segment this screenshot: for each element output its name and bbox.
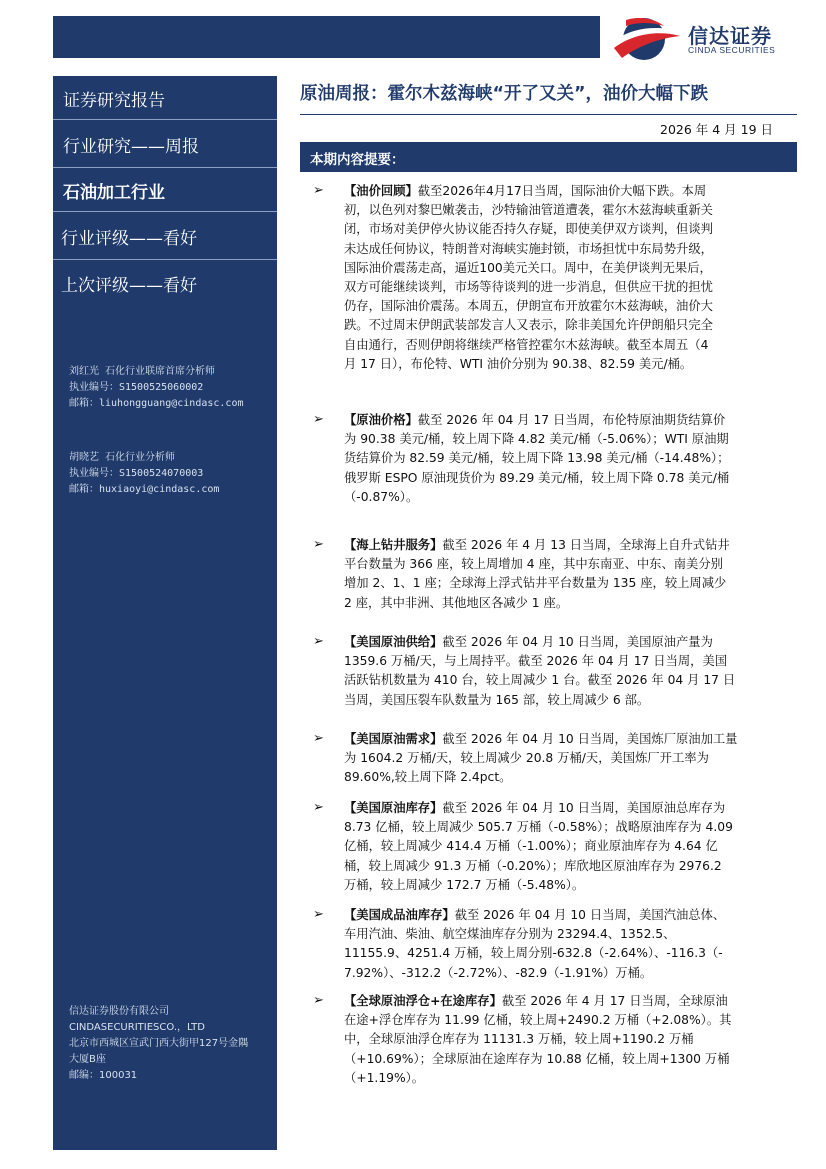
report-type	[53, 76, 277, 120]
summary-item-line: 截至 2026 年 04 月 10 日当周，美国炼厂原油加工量	[442, 732, 738, 746]
summary-item-line: 活跃钻机数量为 410 台，较上周减少 1 台。截至 2026 年 04 月 17 日	[344, 673, 736, 688]
report-type-label: 证券研究报告	[63, 91, 165, 111]
company-name-en: CINDASECURITIESCO.，LTD	[69, 1022, 205, 1033]
analyst-2-name: 胡晓艺 石化行业分析师	[69, 452, 176, 463]
summary-item-line: 桶，较上周减少 91.3 万桶（-0.20%）；库欣地区原油库存为 2976.2	[344, 858, 722, 873]
bullet-arrow-icon: ➢	[313, 183, 324, 198]
summary-item-line: 车用汽油、柴油、航空煤油库存分别为 23294.4、1352.5、	[344, 927, 676, 942]
bullet-arrow-icon: ➢	[313, 993, 324, 1008]
report-category	[53, 120, 277, 168]
company-address-2: 大厦B座	[69, 1054, 106, 1065]
summary-item-line: 7.92%）、-312.2（-2.72%）、-82.9（-1.91%）万桶。	[344, 965, 653, 980]
report-title: 原油周报：霍尔木兹海峡“开了又关”，油价大幅下跌	[300, 84, 709, 104]
summary-item-tag: 【全球原油浮仓+在途库存】	[344, 994, 502, 1008]
summary-item-line: 闭，市场对美伊停火协议能否持久存疑，即使美伊双方谈判，但谈判	[344, 222, 713, 237]
summary-item-text	[344, 633, 784, 710]
summary-item-line: 截至 2026 年 4 月 13 日当周，全球海上自升式钻井	[442, 538, 730, 552]
summary-item-line: 未达成任何协议，特朗普对海峡实施封锁，市场担忧中东局势升级，	[344, 241, 713, 256]
summary-item-line: 为 1604.2 万桶/天，较上周减少 20.8 万桶/天，美国炼厂开工率为	[344, 751, 709, 766]
summary-item-line: 1359.6 万桶/天，与上周持平。截至 2026 年 04 月 17 日当周，美国	[344, 654, 728, 669]
summary-item-line: 跌。不过周末伊朗武装部发言人又表示，除非美国允许伊朗船只完全	[344, 318, 713, 333]
brand-name-en: CINDA SECURITIES	[688, 45, 776, 55]
summary-item-line: 万桶，较上周减少 172.7 万桶（-5.48%）。	[344, 877, 585, 892]
summary-item-line: 截至 2026 年 04 月 10 日当周，美国原油总库存为	[442, 801, 726, 815]
summary-item-tag: 【美国原油库存】	[344, 801, 443, 815]
summary-item-line: 11155.9、4251.4 万桶，较上周分别-632.8（-2.64%）、-116.3（-	[344, 946, 723, 961]
header-bar	[53, 16, 600, 58]
summary-item-line: 2 座，其中非洲、其他地区各减少 1 座。	[344, 595, 569, 610]
summary-item-line: （+10.69%）；全球原油在途库存为 10.88 亿桶，较上周+1300 万桶	[344, 1051, 730, 1066]
summary-item-tag: 【油价回顾】	[344, 184, 418, 198]
summary-item-line: 在途+浮仓库存为 11.99 亿桶，较上周+2490.2 万桶（+2.08%）。其	[344, 1013, 732, 1028]
summary-item-line: （+1.19%）。	[344, 1070, 425, 1085]
previous-rating	[53, 260, 277, 306]
summary-item-text	[344, 906, 784, 983]
summary-item-tag: 【美国原油需求】	[344, 732, 443, 746]
industry	[53, 168, 277, 212]
summary-item-line: 89.60%,较上周下降 2.4pct。	[344, 770, 512, 785]
summary-item-line: 8.73 亿桶，较上周减少 505.7 万桶（-0.58%）；战略原油库存为 4.09	[344, 820, 733, 835]
summary-item-line: （-0.87%）。	[344, 489, 419, 504]
summary-header	[300, 142, 797, 172]
sidebar	[53, 76, 277, 1150]
summary-item-line: 双方可能继续谈判，市场等待谈判的进一步消息，但供应干扰的担忧	[344, 280, 713, 295]
summary-label: 本期内容提要：	[310, 152, 405, 168]
analyst-2-email: 邮箱：huxiaoyi@cindasc.com	[69, 484, 220, 495]
summary-item-line: 为 90.38 美元/桶，较上周下降 4.82 美元/桶（-5.06%）；WTI 原油期	[344, 432, 729, 447]
company-postcode: 邮编：100031	[69, 1070, 138, 1081]
company-name-cn: 信达证券股份有限公司	[69, 1006, 169, 1017]
summary-item-line: 自由通行，否则伊朗将继续严格管控霍尔木兹海峡。截至本周五（4	[344, 337, 709, 352]
summary-item-line: 俄罗斯 ESPO 原油现货价为 89.29 美元/桶，较上周下降 0.78 美元/桶	[344, 470, 730, 485]
industry-rating-label: 行业评级——看好	[61, 229, 197, 249]
report-date: 2026 年 4 月 19 日	[660, 122, 774, 137]
summary-item-text	[344, 992, 784, 1088]
summary-item-text	[344, 182, 784, 374]
bullet-arrow-icon: ➢	[313, 800, 324, 815]
analyst-2-license: 执业编号：S1500524070003	[69, 468, 204, 479]
summary-item-tag: 【原油价格】	[344, 413, 418, 427]
summary-item-line: 当周，美国压裂车队数量为 165 部，较上周减少 6 部。	[344, 692, 650, 707]
title-divider	[300, 114, 797, 115]
summary-item-line: 初，以色列对黎巴嫩袭击，沙特输油管道遭袭，霍尔木兹海峡重新关	[344, 203, 713, 218]
summary-item-line: 国际油价震荡走高，逼近100美元关口。周中，在美伊谈判无果后，	[344, 260, 712, 275]
summary-item-line: 截至2026年4月17日当周，国际油价大幅下跌。本周	[417, 184, 707, 198]
summary-item-text	[344, 411, 784, 507]
bullet-arrow-icon: ➢	[313, 634, 324, 649]
bullet-arrow-icon: ➢	[313, 412, 324, 427]
summary-item-line: 亿桶，较上周减少 414.4 万桶（-1.00%）；商业原油库存为 4.64 亿	[344, 839, 718, 854]
summary-item-tag: 【美国原油供给】	[344, 635, 443, 649]
summary-item-line: 平台数量为 366 座，较上周增加 4 座，其中东南亚、中东、南美分别	[344, 557, 723, 572]
bullet-arrow-icon: ➢	[313, 537, 324, 552]
summary-item-line: 截至 2026 年 04 月 17 日当周，布伦特原油期货结算价	[417, 413, 726, 427]
summary-item-tag: 【美国成品油库存】	[344, 908, 455, 922]
summary-item-line: 截至 2026 年 04 月 10 日当周，美国汽油总体、	[454, 908, 726, 922]
analyst-2	[69, 450, 219, 498]
summary-item-line: 中，全球原油浮仓库存为 11131.3 万桶，较上周+1190.2 万桶	[344, 1032, 694, 1047]
industry-rating	[53, 212, 277, 260]
summary-item-line: 截至 2026 年 04 月 10 日当周，美国原油产量为	[442, 635, 713, 649]
summary-item-line: 增加 2、1、1 座；全球海上浮式钻井平台数量为 135 座，较上周减少	[344, 576, 727, 591]
analyst-1-license: 执业编号：S1500525060002	[69, 382, 204, 393]
summary-item-line: 仍存，国际油价震荡。本周五，伊朗宣布开放霍尔木兹海峡，油价大	[344, 299, 713, 314]
bullet-arrow-icon: ➢	[313, 907, 324, 922]
analyst-1-email: 邮箱：liuhongguang@cindasc.com	[69, 398, 244, 409]
bullet-arrow-icon: ➢	[313, 731, 324, 746]
industry-label: 石油加工行业	[63, 183, 165, 203]
company-info	[69, 1004, 248, 1084]
analyst-1	[69, 364, 244, 412]
previous-rating-label: 上次评级——看好	[61, 276, 197, 296]
summary-item-text	[344, 799, 784, 895]
summary-item-line: 截至 2026 年 4 月 17 日当周，全球原油	[501, 994, 728, 1008]
analyst-1-name: 刘红光 石化行业联席首席分析师	[69, 366, 216, 377]
report-category-label: 行业研究——周报	[63, 137, 199, 157]
company-address-1: 北京市西城区宣武门西大街甲127号金隅	[69, 1038, 249, 1049]
summary-item-tag: 【海上钻井服务】	[344, 538, 443, 552]
summary-item-line: 货结算价为 82.59 美元/桶，较上周下降 13.98 美元/桶（-14.48%）；	[344, 451, 730, 466]
summary-item-text	[344, 536, 784, 613]
brand-name-cn: 信达证券	[688, 24, 772, 48]
cinda-logo-icon	[608, 14, 684, 62]
summary-item-text	[344, 730, 784, 788]
summary-item-line: 月 17 日），布伦特、WTI 油价分别为 90.38、82.59 美元/桶。	[344, 356, 693, 371]
cinda-logo	[608, 14, 808, 62]
